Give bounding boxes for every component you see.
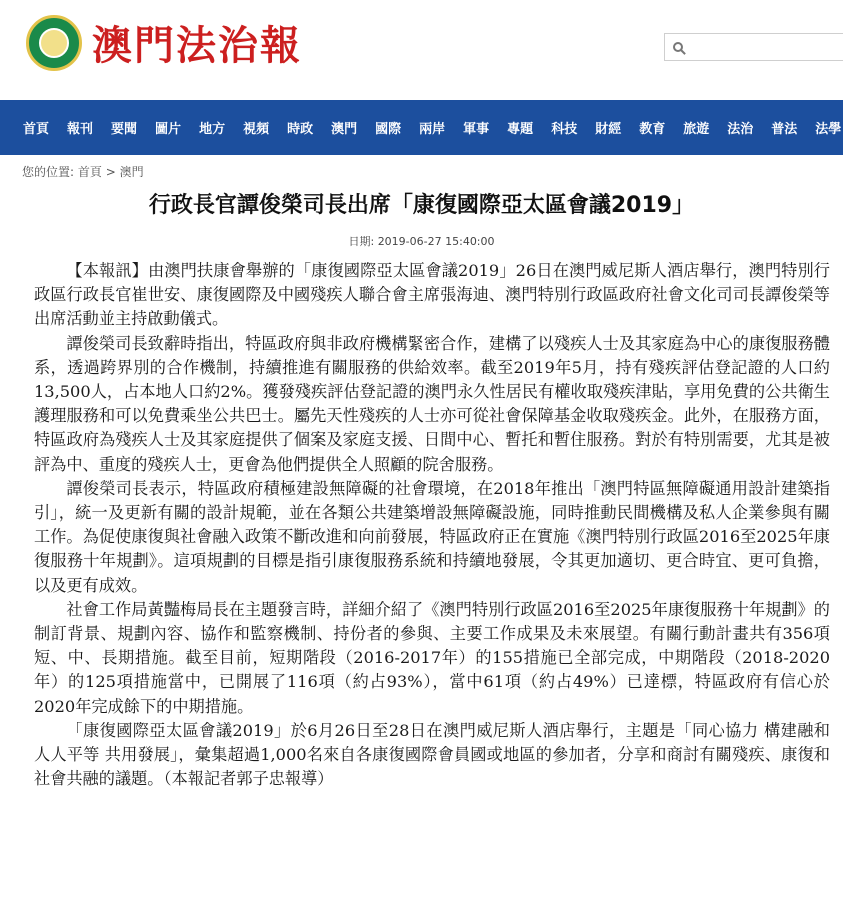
article-body [34, 259, 830, 791]
nav-item [762, 118, 806, 137]
nav-link[interactable]: 教育 [639, 122, 666, 137]
nav-link[interactable]: 地方 [199, 122, 226, 137]
nav-link[interactable]: 報刊 [67, 122, 94, 137]
search-box[interactable] [664, 33, 843, 61]
nav-link[interactable]: 普法 [771, 122, 798, 137]
nav-link[interactable]: 軍事 [463, 122, 490, 137]
nav-item [366, 118, 410, 137]
breadcrumb [22, 163, 144, 180]
nav-link[interactable]: 要聞 [111, 122, 138, 137]
nav-link[interactable]: 澳門 [331, 122, 358, 137]
search-icon[interactable] [673, 42, 683, 52]
nav-link[interactable]: 圖片 [155, 122, 182, 137]
nav-link[interactable]: 國際 [375, 122, 402, 137]
nav-item [806, 118, 843, 137]
nav-link[interactable]: 財經 [595, 122, 622, 137]
nav-link[interactable]: 法治 [727, 122, 754, 137]
nav-item [498, 118, 542, 137]
breadcrumb-current[interactable]: 澳門 [119, 165, 144, 179]
article-paragraph: 譚俊榮司長表示，特區政府積極建設無障礙的社會環境，在2018年推出「澳門特區無障礙通用設計建築指引」，統一及更新有關的設計規範，並在各類公共建築增設無障礙設施，同時推動民間機構及私人企業參與有關工作。為促使康復與社會融入政策不斷改進和向前發展，特區政府正在實施《澳門特別行政區2016至2025年康復服務十年規劃》。這項規劃的目標是指引康復服務系統和持續地發展，令其更加適切、更合時宜、更可負擔，以及更有成效。 [34, 478, 830, 595]
nav-item [14, 118, 58, 137]
article-date [0, 233, 843, 249]
nav-link[interactable]: 首頁 [23, 122, 50, 137]
site-header [0, 0, 843, 100]
nav-item [454, 118, 498, 137]
nav-item [234, 118, 278, 137]
nav-link[interactable]: 科技 [551, 122, 578, 137]
article-paragraph: 【本報訊】由澳門扶康會舉辦的「康復國際亞太區會議2019」26日在澳門威尼斯人酒店舉行，澳門特別行政區行政長官崔世安、康復國際及中國殘疾人聯合會主席張海迪、澳門特別行政區政府社會文化司司長譚俊榮等出席活動並主持啟動儀式。 [34, 261, 830, 329]
nav-link[interactable]: 視頻 [243, 122, 270, 137]
nav-link[interactable]: 法學 [815, 122, 842, 137]
nav-item [410, 118, 454, 137]
nav-item [630, 118, 674, 137]
nav-link[interactable]: 旅遊 [683, 122, 710, 137]
logo-text: 澳門法治報 [92, 22, 302, 69]
breadcrumb-prefix: 您的位置: [22, 165, 75, 179]
nav-item [102, 118, 146, 137]
nav-item [58, 118, 102, 137]
date-label: 日期: [348, 235, 375, 248]
nav-item [674, 118, 718, 137]
nav-link[interactable]: 專題 [507, 122, 534, 137]
nav-item [146, 118, 190, 137]
article-paragraph: 「康復國際亞太區會議2019」於6月26日至28日在澳門威尼斯人酒店舉行，主題是「同心協力 構建融和 人人平等 共用發展」，彙集超過1,000名來自各康復國際會員國或地區的參加者，分享和商討有關殘疾、康復和社會共融的議題。（本報記者郭子忠報導） [34, 720, 830, 789]
breadcrumb-separator: > [105, 165, 116, 179]
main-nav [0, 100, 843, 155]
seal-emblem-icon [26, 15, 82, 71]
nav-item [322, 118, 366, 137]
article-paragraph: 譚俊榮司長致辭時指出，特區政府與非政府機構緊密合作，建構了以殘疾人士及其家庭為中心的康復服務體系，透過跨界別的合作機制，持續推進有關服務的供給效率。截至2019年5月，持有殘疾評估登記證的人口約13,500人，占本地人口約2%。獲發殘疾評估登記證的澳門永久性居民有權收取殘疾津貼，享用免費的公共衛生護理服務和可以免費乘坐公共巴士。屬先天性殘疾的人士亦可從社會保障基金收取殘疾金。此外，在服務方面，特區政府為殘疾人士及其家庭提供了個案及家庭支援、日間中心、暫托和暫住服務。對於有特別需要，尤其是被評為中、重度的殘疾人士，更會為他們提供全人照顧的院舍服務。 [34, 333, 830, 474]
nav-item [190, 118, 234, 137]
nav-item [278, 118, 322, 137]
article-title: 行政長官譚俊榮司長出席「康復國際亞太區會議2019」 [148, 193, 695, 218]
nav-item [718, 118, 762, 137]
search-input[interactable] [689, 39, 843, 55]
nav-item [586, 118, 630, 137]
breadcrumb-home[interactable]: 首頁 [77, 165, 102, 179]
date-value: 2019-06-27 15:40:00 [377, 235, 495, 248]
article-paragraph: 社會工作局黃豔梅局長在主題發言時，詳細介紹了《澳門特別行政區2016至2025年康復服務十年規劃》的制訂背景、規劃內容、協作和監察機制、持份者的參與、主要工作成果及未來展望。有關行動計畫共有356項短、中、長期措施。截至目前，短期階段（2016-2017年）的155措施已全部完成，中期階段（2018-2020年）的125項措施當中，已開展了116項（約占93%），當中61項（約占49%）已達標，特區政府有信心於2020年完成餘下的中期措施。 [34, 599, 830, 716]
nav-item [542, 118, 586, 137]
nav-link[interactable]: 兩岸 [419, 122, 446, 137]
nav-link[interactable]: 時政 [287, 122, 314, 137]
site-logo[interactable] [26, 14, 302, 71]
